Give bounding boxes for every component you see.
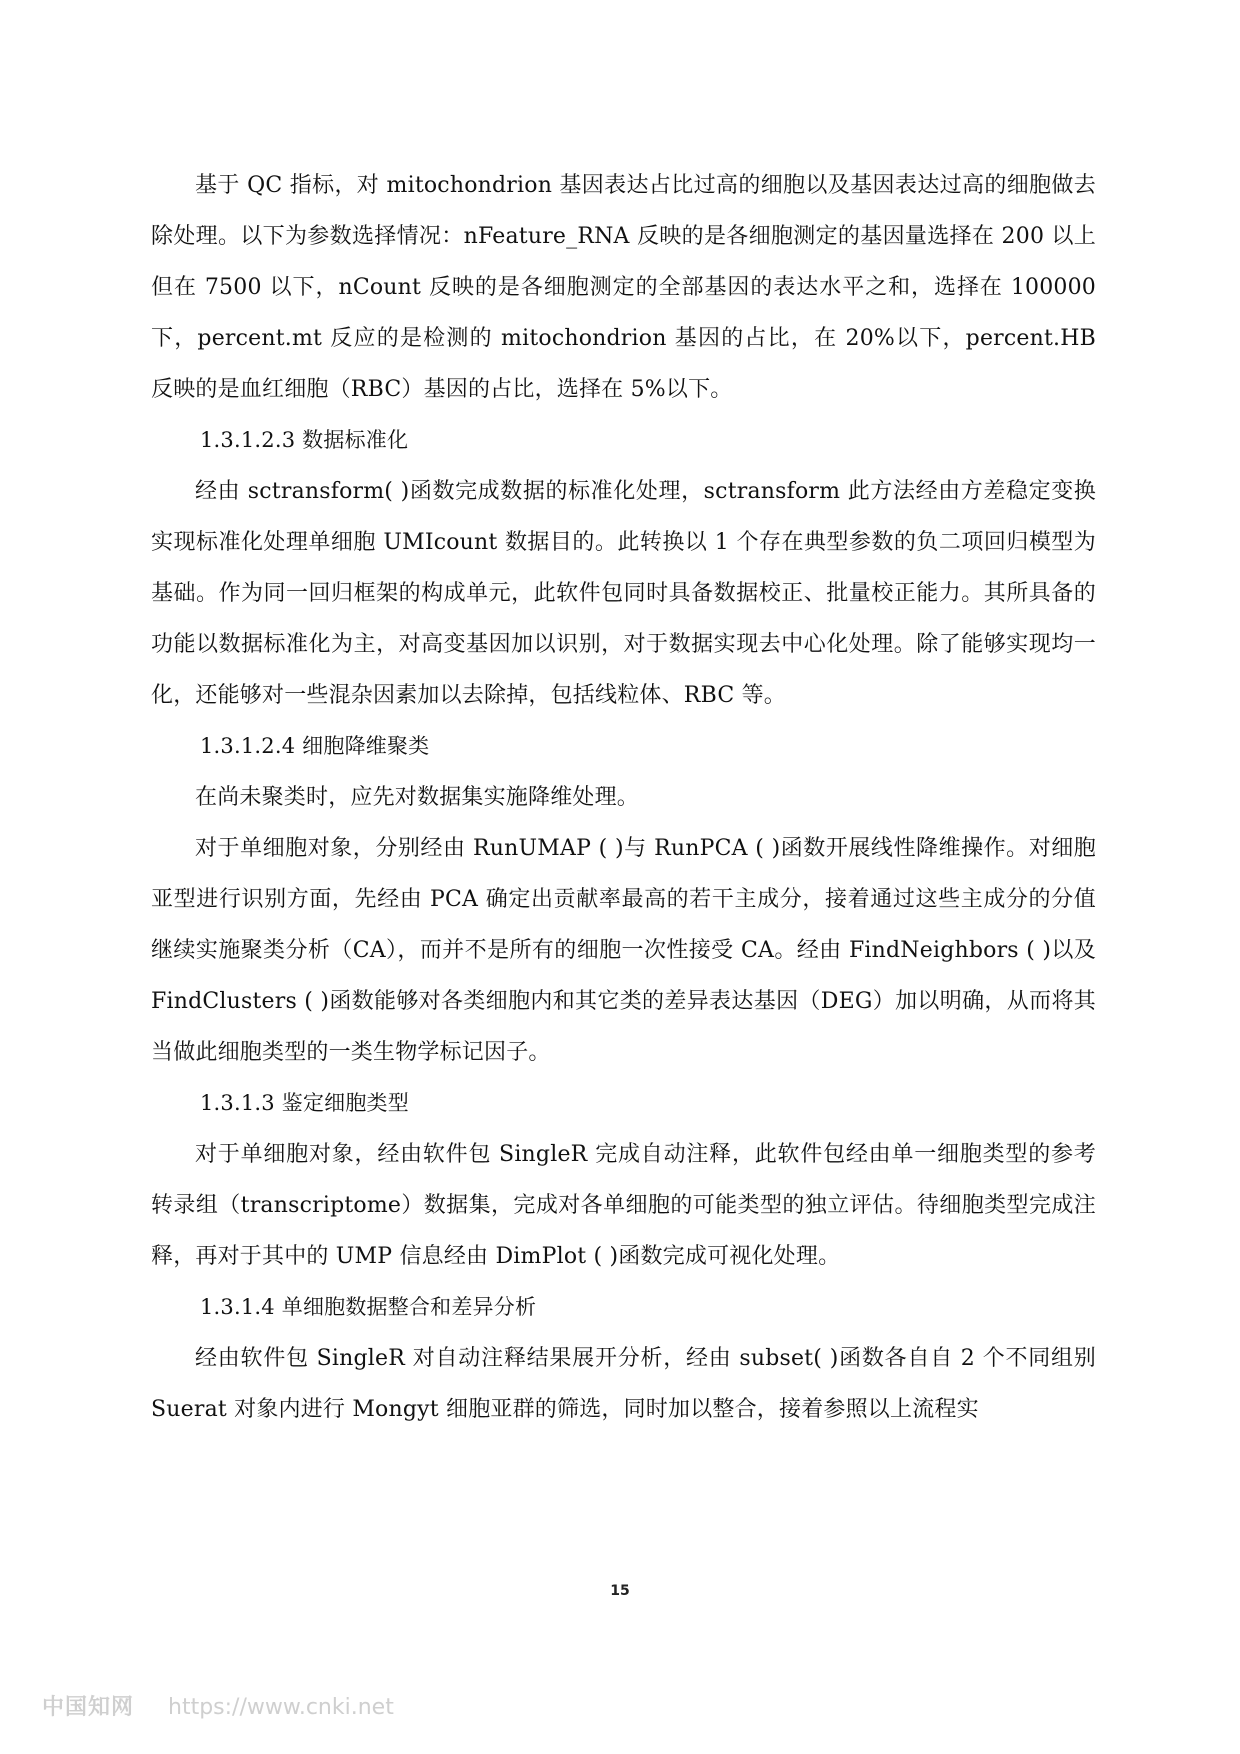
paragraph-umap-pca: 对于单细胞对象，分别经由 RunUMAP ( )与 RunPCA ( )函数开展线性降维操作。对细胞亚型进行识别方面，先经由 PCA 确定出贡献率最高的若干主成分，接着通过这些主成分的分值继续实施聚类分析（CA），而并不是所有的细胞一次性接受 CA。经由 FindNeighbors ( )以及 FindClusters ( )函数能够对各类细胞内和其它类的差异表达基因（DEG）加以明确，从而将其当做此细胞类型的一类生物学标记因子。: [151, 836, 1096, 1065]
page-number: 15: [610, 1583, 630, 1599]
paragraph-dim-reduction-intro: 在尚未聚类时，应先对数据集实施降维处理。: [195, 785, 640, 810]
paragraph-qc-filtering: 基于 QC 指标，对 mitochondrion 基因表达占比过高的细胞以及基因表达过高的细胞做去除处理。以下为参数选择情况：nFeature_RNA 反映的是各细胞测定的基因量选择在 200 以上但在 7500 以下，nCount 反映的是各细胞测定的全部基因的表达水平之和，选择在 100000 下，percent.mt 反应的是检测的 mitochondrion 基因的占比，在 20%以下，percent.HB 反映的是血红细胞（RBC）基因的占比，选择在 5%以下。: [151, 173, 1096, 402]
paragraph-singler-annotation: 对于单细胞对象，经由软件包 SingleR 完成自动注释，此软件包经由单一细胞类型的参考转录组（transcriptome）数据集，完成对各单细胞的可能类型的独立评估。待细胞类型完成注释，再对于其中的 UMP 信息经由 DimPlot ( )函数完成可视化处理。: [151, 1142, 1096, 1269]
watermark-url: https://www.cnki.net: [168, 1695, 394, 1720]
document-body: [151, 160, 1096, 1435]
watermark: [42, 1690, 394, 1721]
section-heading-normalization: 1.3.1.2.3 数据标准化: [200, 428, 409, 452]
paragraph-integration: 经由软件包 SingleR 对自动注释结果展开分析，经由 subset( )函数各自自 2 个不同组别 Suerat 对象内进行 Mongyt 细胞亚群的筛选，同时加以整合，接着参照以上流程实: [151, 1346, 1096, 1422]
watermark-brand: 中国知网: [42, 1695, 135, 1720]
section-heading-dim-reduction: 1.3.1.2.4 细胞降维聚类: [200, 734, 430, 758]
section-heading-cell-type: 1.3.1.3 鉴定细胞类型: [200, 1091, 409, 1115]
paragraph-sctransform: 经由 sctransform( )函数完成数据的标准化处理，sctransform 此方法经由方差稳定变换实现标准化处理单细胞 UMIcount 数据目的。此转换以 1 个存在典型参数的负二项回归模型为基础。作为同一回归框架的构成单元，此软件包同时具备数据校正、批量校正能力。其所具备的功能以数据标准化为主，对高变基因加以识别，对于数据实现去中心化处理。除了能够实现均一化，还能够对一些混杂因素加以去除掉，包括线粒体、RBC 等。: [151, 479, 1096, 708]
section-heading-integration: 1.3.1.4 单细胞数据整合和差异分析: [200, 1295, 537, 1319]
